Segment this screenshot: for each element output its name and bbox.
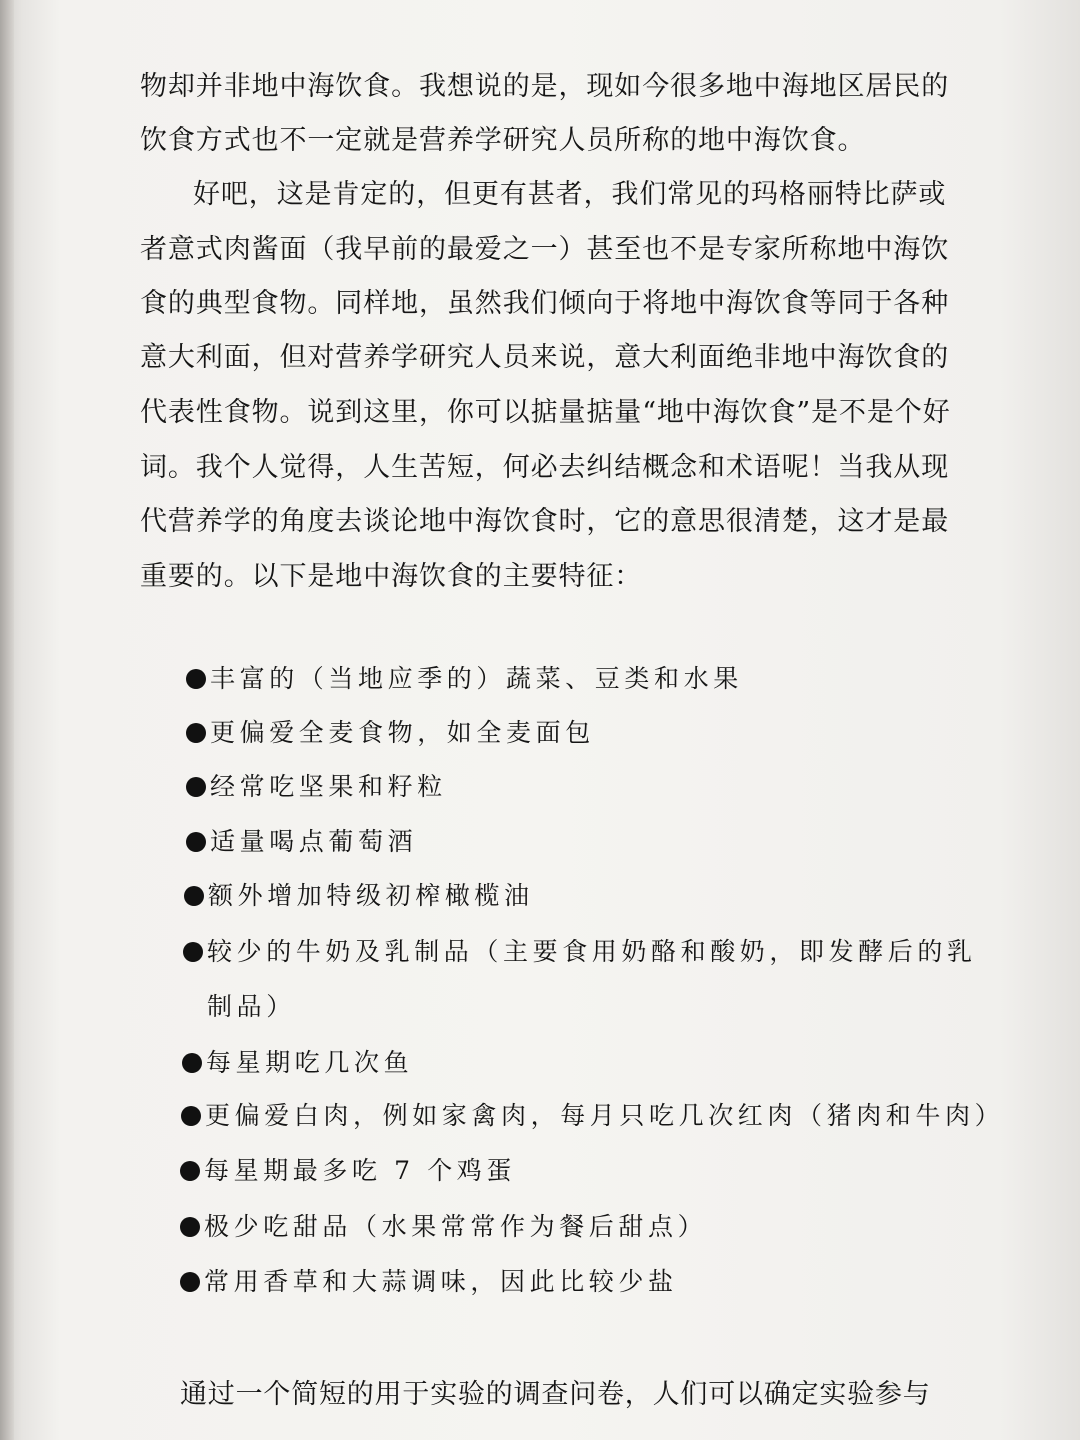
paragraph-line: 代营养学的角度去谈论地中海饮食时，它的意思很清楚，这才是最	[140, 506, 950, 537]
feature-item: 更偏爱白肉，例如家禽肉，每月只吃几次红肉（猪肉和牛肉）	[205, 1101, 1005, 1130]
feature-item: 更偏爱全麦食物，如全麦面包	[210, 718, 595, 747]
paragraph-line: 好吧，这是肯定的，但更有甚者，我们常见的玛格丽特比萨或	[193, 179, 947, 210]
bullet-icon	[181, 1106, 201, 1126]
paragraph-line: 食的典型食物。同样地，虽然我们倾向于将地中海饮食等同于各种	[140, 288, 950, 319]
feature-item-continuation: 制品）	[207, 992, 296, 1021]
feature-item: 常用香草和大蒜调味，因此比较少盐	[204, 1267, 678, 1296]
book-spine-shadow	[0, 0, 14, 1440]
bullet-icon	[180, 1161, 200, 1181]
paragraph-line: 意大利面，但对营养学研究人员来说，意大利面绝非地中海饮食的	[140, 342, 950, 373]
feature-item: 适量喝点葡萄酒	[210, 827, 418, 856]
bullet-icon	[186, 777, 206, 797]
feature-item: 丰富的（当地应季的）蔬菜、豆类和水果	[210, 664, 743, 693]
paragraph-line: 代表性食物。说到这里，你可以掂量掂量“地中海饮食”是不是个好	[140, 397, 951, 428]
feature-item: 每星期最多吃 7 个鸡蛋	[204, 1156, 517, 1185]
paragraph-line: 词。我个人觉得，人生苦短，何必去纠结概念和术语呢！当我从现	[140, 452, 950, 483]
bullet-icon	[180, 1217, 200, 1237]
bullet-icon	[186, 832, 206, 852]
feature-item: 较少的牛奶及乳制品（主要食用奶酪和酸奶，即发酵后的乳	[207, 937, 977, 966]
bullet-icon	[186, 669, 206, 689]
paragraph-line: 者意式肉酱面（我早前的最爱之一）甚至也不是专家所称地中海饮	[140, 234, 950, 265]
paragraph-line: 饮食方式也不一定就是营养学研究人员所称的地中海饮食。	[140, 125, 866, 156]
bullet-icon	[186, 723, 206, 743]
closing-line: 通过一个简短的用于实验的调查问卷，人们可以确定实验参与	[180, 1379, 931, 1410]
feature-item: 极少吃甜品（水果常常作为餐后甜点）	[204, 1212, 708, 1241]
paragraph-line: 重要的。以下是地中海饮食的主要特征：	[140, 561, 643, 592]
bullet-icon	[184, 886, 204, 906]
paragraph-line: 物却并非地中海饮食。我想说的是，现如今很多地中海地区居民的	[140, 71, 950, 102]
feature-item: 经常吃坚果和籽粒	[210, 772, 447, 801]
bullet-icon	[182, 1053, 202, 1073]
feature-item: 每星期吃几次鱼	[206, 1048, 414, 1077]
feature-item: 额外增加特级初榨橄榄油	[208, 881, 534, 910]
bullet-icon	[183, 942, 203, 962]
bullet-icon	[180, 1272, 200, 1292]
